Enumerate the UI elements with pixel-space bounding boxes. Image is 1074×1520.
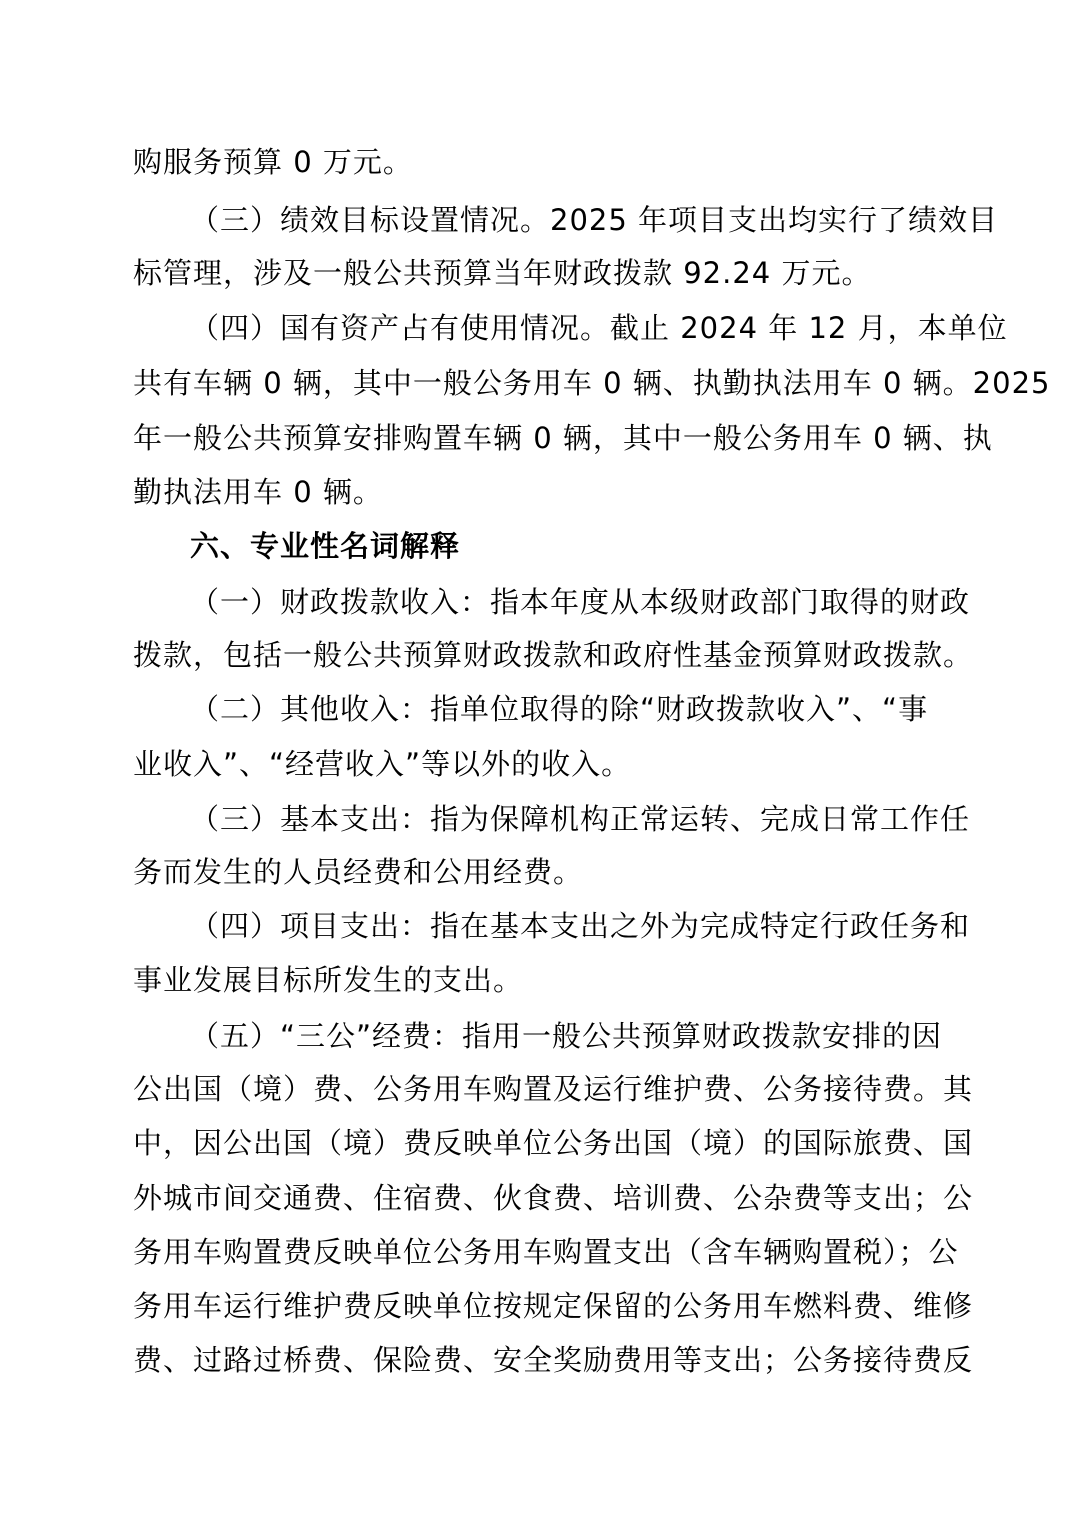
- paragraph-fiscal-appropriation: （一）财政拨款收入：指本年度从本级财政部门取得的财政: [190, 585, 971, 619]
- text-line: 费、过路过桥费、保险费、安全奖励费用等支出；公务接待费反: [133, 1343, 974, 1377]
- paragraph-basic-expenditure: （三）基本支出：指为保障机构正常运转、完成日常工作任: [190, 802, 971, 836]
- paragraph-project-expenditure: （四）项目支出：指在基本支出之外为完成特定行政任务和: [190, 909, 971, 943]
- paragraph-other-income: （二）其他收入：指单位取得的除“财政拨款收入”、“事: [190, 692, 929, 726]
- text-line: 务用车运行维护费反映单位按规定保留的公务用车燃料费、维修: [133, 1289, 974, 1323]
- section-heading: 六、专业性名词解释: [190, 529, 461, 563]
- text-line: 业收入”、“经营收入”等以外的收入。: [133, 747, 632, 781]
- text-line: 务用车购置费反映单位公务用车购置支出（含车辆购置税）；公: [133, 1235, 959, 1269]
- text-line: 年一般公共预算安排购置车辆 0 辆，其中一般公务用车 0 辆、执: [133, 421, 993, 455]
- text-line: 共有车辆 0 辆，其中一般公务用车 0 辆、执勤执法用车 0 辆。2025: [133, 366, 1051, 400]
- text-line: 外城市间交通费、住宿费、伙食费、培训费、公杂费等支出；公: [133, 1181, 974, 1215]
- text-line: 公出国（境）费、公务用车购置及运行维护费、公务接待费。其: [133, 1072, 974, 1106]
- paragraph-performance-goals: （三）绩效目标设置情况。2025 年项目支出均实行了绩效目: [190, 203, 999, 237]
- paragraph-three-public-expenses: （五）“三公”经费：指用一般公共预算财政拨款安排的因: [190, 1019, 943, 1053]
- text-line: 标管理，涉及一般公共预算当年财政拨款 92.24 万元。: [133, 256, 872, 290]
- text-line: 购服务预算 0 万元。: [133, 145, 413, 179]
- text-line: 勤执法用车 0 辆。: [133, 475, 383, 509]
- text-line: 事业发展目标所发生的支出。: [133, 963, 524, 997]
- text-line: 务而发生的人员经费和公用经费。: [133, 855, 584, 889]
- paragraph-state-assets: （四）国有资产占有使用情况。截止 2024 年 12 月，本单位: [190, 311, 1008, 345]
- text-line: 中，因公出国（境）费反映单位公务出国（境）的国际旅费、国: [133, 1126, 974, 1160]
- text-line: 拨款，包括一般公共预算财政拨款和政府性基金预算财政拨款。: [133, 638, 974, 672]
